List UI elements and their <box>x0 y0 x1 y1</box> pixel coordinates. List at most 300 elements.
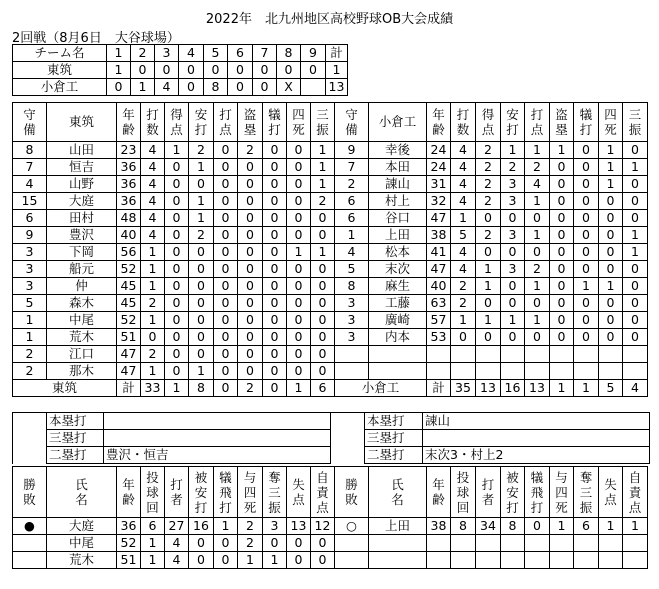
inning-run-cell: 0 <box>228 79 253 96</box>
inning-run-cell <box>301 79 326 96</box>
pitcher-stat: 2 <box>238 535 263 552</box>
hit-type-label: 本塁打 <box>365 413 423 430</box>
batter-stat: 0 <box>287 210 311 227</box>
batter-stat: 0 <box>189 312 214 329</box>
batter-stat: 0 <box>214 346 238 363</box>
stat-header: 安 打 <box>189 103 214 142</box>
batter-stat <box>501 363 525 380</box>
batter-stat: 0 <box>189 176 214 193</box>
inning-run-cell: 0 <box>179 62 204 79</box>
batter-stat: 2 <box>311 193 335 210</box>
batter-stat <box>623 363 648 380</box>
team-name-header: チーム名 <box>13 45 107 62</box>
total-cell: 16 <box>501 380 525 397</box>
batter-stat: 1 <box>311 176 335 193</box>
batter-stat: 1 <box>141 278 165 295</box>
batter-stat: 4 <box>141 142 165 159</box>
batter-stat: 0 <box>214 261 238 278</box>
batter-stat: 0 <box>311 295 335 312</box>
pitcher-stat: 52 <box>117 535 141 552</box>
left-team-name: 東筑 <box>47 103 117 142</box>
pitcher-stat <box>476 535 501 552</box>
batter-stat: 0 <box>165 261 189 278</box>
batter-row <box>13 363 648 380</box>
batter-stat: 0 <box>623 261 648 278</box>
batter-stat: 0 <box>311 363 335 380</box>
batter-stat: 1 <box>189 363 214 380</box>
batter-stat: 0 <box>238 295 263 312</box>
batter-stat: 47 <box>427 261 451 278</box>
batter-stat: 0 <box>476 329 501 346</box>
batter-stat: 0 <box>263 329 287 346</box>
batter-stat: 1 <box>335 227 369 244</box>
batter-stat: 2 <box>189 227 214 244</box>
pitch-header: 氏 名 <box>369 467 427 518</box>
batting-header-row <box>13 103 648 142</box>
batter-stat: 63 <box>427 295 451 312</box>
batter-stat: 0 <box>141 329 165 346</box>
pitcher-row <box>13 535 648 552</box>
batter-stat: 0 <box>263 159 287 176</box>
pitch-header: 氏 名 <box>47 467 117 518</box>
batter-stat: 1 <box>311 159 335 176</box>
batter-stat: 4 <box>13 176 47 193</box>
pitcher-stat <box>550 535 574 552</box>
pitch-header: 奪 三 振 <box>263 467 287 518</box>
batter-stat: 0 <box>550 210 574 227</box>
left-hit-players: 豊沢・恒吉 <box>104 447 331 464</box>
stat-header: 犠 打 <box>574 103 599 142</box>
batter-row <box>13 159 648 176</box>
batter-stat: 0 <box>238 261 263 278</box>
batter-stat: 0 <box>599 193 623 210</box>
batter-stat: 0 <box>165 295 189 312</box>
position-header: 守 備 <box>13 103 47 142</box>
batter-stat: 0 <box>574 176 599 193</box>
batter-stat: 0 <box>501 295 525 312</box>
batter-stat <box>599 363 623 380</box>
stat-header: 打 点 <box>525 103 550 142</box>
spacer-cell <box>331 430 365 447</box>
pitch-header: 失 点 <box>287 467 311 518</box>
pitcher-stat: 1 <box>263 552 287 569</box>
batter-stat: 0 <box>501 329 525 346</box>
batter-stat: 0 <box>476 244 501 261</box>
pitch-header: 投 球 回 <box>141 467 165 518</box>
batter-stat: 0 <box>574 159 599 176</box>
batter-stat: 0 <box>189 278 214 295</box>
pitcher-stat: 6 <box>574 518 599 535</box>
pitcher-stat: 12 <box>311 518 335 535</box>
batter-stat: 0 <box>476 295 501 312</box>
pitcher-stat: ○ <box>335 518 369 535</box>
pitcher-stat: 0 <box>525 518 550 535</box>
batter-stat: 0 <box>287 227 311 244</box>
batter-name: 松本 <box>369 244 427 261</box>
batter-stat: 0 <box>165 244 189 261</box>
pitcher-name: 荒木 <box>47 552 117 569</box>
batter-stat: 4 <box>141 227 165 244</box>
batter-stat <box>525 363 550 380</box>
batter-stat: 6 <box>335 210 369 227</box>
batter-stat: 3 <box>13 244 47 261</box>
batter-stat <box>550 346 574 363</box>
pitcher-stat: 6 <box>141 518 165 535</box>
spacer-cell <box>13 430 47 447</box>
batter-stat: 1 <box>189 193 214 210</box>
pitcher-stat: 1 <box>238 552 263 569</box>
batter-stat: 51 <box>117 329 141 346</box>
pitcher-stat: 8 <box>501 518 525 535</box>
inning-run-cell: 0 <box>277 62 301 79</box>
batter-stat <box>427 346 451 363</box>
batter-stat: 47 <box>427 210 451 227</box>
batter-stat: 0 <box>263 210 287 227</box>
batter-stat: 4 <box>335 244 369 261</box>
batter-stat: 1 <box>599 142 623 159</box>
pitcher-stat <box>13 552 47 569</box>
batter-stat: 0 <box>214 312 238 329</box>
total-cell: 0 <box>214 380 238 397</box>
left-team-total-name: 東筑 <box>13 380 117 397</box>
batter-stat: 3 <box>501 176 525 193</box>
batter-stat: 38 <box>427 227 451 244</box>
right-total-label: 計 <box>427 380 451 397</box>
batter-stat: 0 <box>525 244 550 261</box>
hit-type-label: 本塁打 <box>47 413 104 430</box>
batter-stat: 47 <box>117 346 141 363</box>
batter-stat: 40 <box>117 227 141 244</box>
batter-stat: 5 <box>13 295 47 312</box>
pitcher-stat: 1 <box>214 518 238 535</box>
pitcher-stat: 2 <box>238 518 263 535</box>
stat-header: 年 齢 <box>427 103 451 142</box>
batter-stat: 0 <box>165 159 189 176</box>
batter-stat: 2 <box>335 176 369 193</box>
batter-stat <box>525 346 550 363</box>
batter-stat: 0 <box>287 295 311 312</box>
batter-stat: 4 <box>141 176 165 193</box>
stat-header: 四 死 <box>287 103 311 142</box>
batter-stat: 1 <box>165 142 189 159</box>
hit-type-label: 二塁打 <box>365 447 423 464</box>
batter-stat: 0 <box>238 312 263 329</box>
stat-header: 打 数 <box>451 103 476 142</box>
inning-run-cell: 0 <box>204 62 228 79</box>
batter-name: 内本 <box>369 329 427 346</box>
batter-stat: 45 <box>117 295 141 312</box>
batter-stat: 0 <box>287 193 311 210</box>
batter-stat: 0 <box>263 346 287 363</box>
batter-stat: 0 <box>165 176 189 193</box>
pitch-header: 年 齢 <box>427 467 451 518</box>
batter-stat: 0 <box>214 363 238 380</box>
inning-header: 4 <box>179 45 204 62</box>
pitcher-stat: ● <box>13 518 47 535</box>
batter-stat: 4 <box>525 176 550 193</box>
pitch-header: 犠 飛 打 <box>214 467 238 518</box>
batter-stat: 5 <box>335 261 369 278</box>
pitcher-stat <box>476 552 501 569</box>
batter-stat: 3 <box>335 295 369 312</box>
batter-stat: 0 <box>189 244 214 261</box>
batter-stat: 2 <box>476 176 501 193</box>
batter-stat: 5 <box>451 227 476 244</box>
batter-stat: 0 <box>311 346 335 363</box>
total-cell: 4 <box>623 380 648 397</box>
batter-stat: 0 <box>238 176 263 193</box>
batter-stat: 1 <box>476 278 501 295</box>
pitcher-stat <box>335 552 369 569</box>
linescore-row <box>13 79 348 96</box>
batter-stat: 56 <box>117 244 141 261</box>
pitch-header: 年 齢 <box>117 467 141 518</box>
extra-hit-row <box>13 430 650 447</box>
batter-stat: 0 <box>263 278 287 295</box>
pitcher-stat: 16 <box>189 518 214 535</box>
pitcher-stat: 1 <box>141 535 165 552</box>
pitch-header: 勝 敗 <box>335 467 369 518</box>
total-cell: 13 <box>476 380 501 397</box>
batter-stat: 3 <box>501 227 525 244</box>
batter-stat: 0 <box>214 244 238 261</box>
batter-stat: 2 <box>525 159 550 176</box>
batter-stat: 1 <box>525 312 550 329</box>
batter-stat: 47 <box>117 363 141 380</box>
batter-stat: 0 <box>599 227 623 244</box>
batter-stat: 0 <box>189 329 214 346</box>
batter-stat: 0 <box>550 159 574 176</box>
batter-stat: 0 <box>238 193 263 210</box>
batter-stat: 0 <box>238 244 263 261</box>
batter-name: 本田 <box>369 159 427 176</box>
batter-name: 廣崎 <box>369 312 427 329</box>
pitch-header: 与 四 死 <box>550 467 574 518</box>
extra-base-hits-table <box>12 412 650 464</box>
total-cell: 1 <box>574 380 599 397</box>
total-cell: 5 <box>599 380 623 397</box>
batter-stat <box>335 346 369 363</box>
total-cell: 6 <box>311 380 335 397</box>
pitcher-row <box>13 518 648 535</box>
batter-stat: 4 <box>141 193 165 210</box>
batter-stat: 0 <box>263 363 287 380</box>
batter-stat: 3 <box>335 312 369 329</box>
batter-stat: 2 <box>525 261 550 278</box>
pitch-header: 奪 三 振 <box>574 467 599 518</box>
batter-stat: 0 <box>165 363 189 380</box>
right-hit-players: 諌山 <box>423 413 650 430</box>
batter-stat: 1 <box>476 312 501 329</box>
batter-stat: 23 <box>117 142 141 159</box>
batter-stat: 0 <box>263 295 287 312</box>
inning-run-cell: 1 <box>107 62 131 79</box>
batter-stat: 0 <box>550 295 574 312</box>
batter-stat: 1 <box>141 312 165 329</box>
batter-stat: 15 <box>13 193 47 210</box>
batter-stat: 0 <box>574 261 599 278</box>
total-cell: 0 <box>263 380 287 397</box>
batter-stat: 0 <box>550 227 574 244</box>
batter-row <box>13 295 648 312</box>
batter-name: 山田 <box>47 142 117 159</box>
batter-stat: 48 <box>117 210 141 227</box>
batter-stat <box>501 346 525 363</box>
pitcher-stat <box>427 535 451 552</box>
batter-stat: 6 <box>13 210 47 227</box>
pitcher-name <box>369 552 427 569</box>
batter-stat: 1 <box>451 312 476 329</box>
batter-stat: 1 <box>451 210 476 227</box>
batter-name: 中尾 <box>47 312 117 329</box>
pitch-header: 被 安 打 <box>189 467 214 518</box>
batter-stat: 4 <box>451 159 476 176</box>
pitcher-stat: 1 <box>141 552 165 569</box>
batter-stat: 0 <box>574 312 599 329</box>
batting-table <box>12 102 648 397</box>
total-header: 計 <box>326 45 348 62</box>
batter-stat: 0 <box>599 261 623 278</box>
pitcher-stat: 0 <box>287 552 311 569</box>
pitcher-name <box>369 535 427 552</box>
inning-run-cell: 0 <box>301 62 326 79</box>
batter-stat: 9 <box>13 227 47 244</box>
batter-stat: 0 <box>501 244 525 261</box>
batter-name: 森木 <box>47 295 117 312</box>
batter-stat: 0 <box>550 244 574 261</box>
batting-totals-row <box>13 380 648 397</box>
pitcher-stat: 0 <box>311 535 335 552</box>
batter-stat: 0 <box>550 312 574 329</box>
batter-name: 那木 <box>47 363 117 380</box>
pitch-header: 自 責 点 <box>311 467 335 518</box>
total-run-cell: 1 <box>326 62 348 79</box>
total-cell: 1 <box>165 380 189 397</box>
batter-stat: 1 <box>141 244 165 261</box>
game-subtitle: 2回戦（8月6日 大谷球場） <box>12 31 180 46</box>
batter-stat: 1 <box>599 159 623 176</box>
batter-stat: 4 <box>451 142 476 159</box>
batter-name: 恒吉 <box>47 159 117 176</box>
inning-header: 7 <box>253 45 277 62</box>
hit-type-label: 三塁打 <box>47 430 104 447</box>
pitching-header-row <box>13 467 648 518</box>
batter-name: 下岡 <box>47 244 117 261</box>
batter-stat: 4 <box>451 193 476 210</box>
batter-stat: 4 <box>451 261 476 278</box>
batter-stat: 0 <box>287 176 311 193</box>
pitcher-stat <box>525 535 550 552</box>
pitcher-name: 中尾 <box>47 535 117 552</box>
stat-header: 年 齢 <box>117 103 141 142</box>
batter-stat: 0 <box>287 346 311 363</box>
batter-stat: 0 <box>623 329 648 346</box>
pitcher-stat <box>599 535 623 552</box>
pitch-header: 投 球 回 <box>451 467 476 518</box>
batter-stat: 0 <box>165 227 189 244</box>
right-team-name: 小倉工 <box>369 103 427 142</box>
inning-header: 2 <box>131 45 155 62</box>
batter-stat: 0 <box>574 142 599 159</box>
batter-name: 上田 <box>369 227 427 244</box>
batter-stat: 36 <box>117 159 141 176</box>
batter-stat: 1 <box>525 193 550 210</box>
right-team-total-name: 小倉工 <box>335 380 427 397</box>
batter-stat <box>599 346 623 363</box>
batter-stat: 0 <box>574 227 599 244</box>
batter-stat: 0 <box>476 210 501 227</box>
pitcher-stat <box>451 552 476 569</box>
batter-stat: 31 <box>427 176 451 193</box>
batter-name: 村上 <box>369 193 427 210</box>
pitcher-stat <box>335 535 369 552</box>
pitcher-stat: 34 <box>476 518 501 535</box>
stat-header: 得 点 <box>165 103 189 142</box>
batter-stat: 0 <box>311 278 335 295</box>
right-hit-players: 末次3・村上2 <box>423 447 650 464</box>
batter-stat: 0 <box>263 193 287 210</box>
batter-stat: 1 <box>311 142 335 159</box>
batter-stat: 0 <box>238 346 263 363</box>
pitching-body <box>13 518 648 569</box>
left-hit-players <box>104 413 331 430</box>
pitcher-stat <box>501 535 525 552</box>
batter-stat: 1 <box>189 159 214 176</box>
batter-stat: 0 <box>574 193 599 210</box>
inning-run-cell: 0 <box>228 62 253 79</box>
batter-stat: 2 <box>476 159 501 176</box>
batter-stat: 2 <box>451 295 476 312</box>
pitcher-stat <box>574 535 599 552</box>
batter-stat: 53 <box>427 329 451 346</box>
batter-stat: 8 <box>13 142 47 159</box>
batter-stat <box>427 363 451 380</box>
batter-stat: 0 <box>550 261 574 278</box>
batter-stat: 0 <box>623 312 648 329</box>
batter-stat: 0 <box>238 363 263 380</box>
batter-stat: 0 <box>238 227 263 244</box>
batter-stat: 0 <box>263 244 287 261</box>
inning-header: 6 <box>228 45 253 62</box>
batter-stat: 1 <box>311 244 335 261</box>
team-name-cell: 東筑 <box>13 62 107 79</box>
pitcher-stat <box>13 535 47 552</box>
batter-name: 仲 <box>47 278 117 295</box>
batter-name: 江口 <box>47 346 117 363</box>
batter-stat: 0 <box>165 312 189 329</box>
batter-name: 豊沢 <box>47 227 117 244</box>
batter-stat: 7 <box>13 159 47 176</box>
batter-stat: 45 <box>117 278 141 295</box>
pitch-header: 失 点 <box>599 467 623 518</box>
batter-stat: 0 <box>165 346 189 363</box>
batter-stat: 0 <box>574 244 599 261</box>
batter-stat: 36 <box>117 193 141 210</box>
stat-header: 盗 塁 <box>550 103 574 142</box>
batter-stat: 2 <box>501 159 525 176</box>
batter-stat: 4 <box>141 210 165 227</box>
page-title: 2022年 北九州地区高校野球OB大会成績 <box>205 12 454 27</box>
batter-stat: 6 <box>335 193 369 210</box>
batter-stat: 1 <box>550 142 574 159</box>
pitch-header: 犠 飛 打 <box>525 467 550 518</box>
batter-name <box>369 363 427 380</box>
batter-stat <box>476 363 501 380</box>
pitcher-stat: 36 <box>117 518 141 535</box>
batter-stat: 1 <box>623 227 648 244</box>
inning-run-cell: 0 <box>155 62 179 79</box>
inning-header: 5 <box>204 45 228 62</box>
